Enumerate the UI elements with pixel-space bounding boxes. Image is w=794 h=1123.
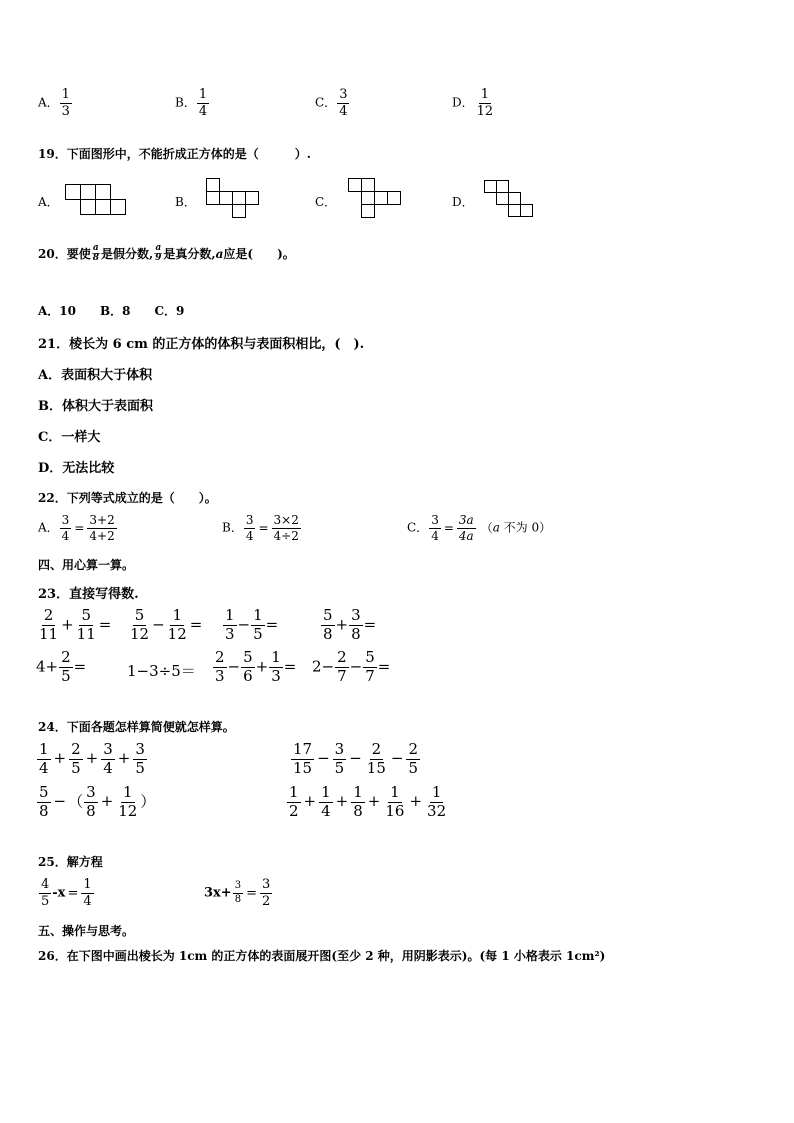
fraction: $\frac{3}{4}$	[61, 513, 70, 543]
q24-expr-4: $\frac{1}{2}$ + $\frac{1}{4}$ + $\frac{1}{8}$ + $\frac{1}{16}$ + $\frac{1}{32}$	[289, 783, 447, 820]
q24-stem: 24．下面各题怎样算简便就怎样算。	[38, 720, 235, 734]
q26-stem: 26．在下图中画出棱长为 1cm 的正方体的表面展开图(至少 2 种，用阴影表示)。(每 1 小格表示 1cm²)	[38, 949, 606, 963]
q23-expr-5: 4+ $\frac{2}{5}$ =	[36, 648, 87, 685]
q22-option-b: B． $\frac{3}{4}$ = $\frac{3\times 2}{4\div 2}$	[222, 513, 299, 543]
q22-option-c: C． $\frac{3}{4}$ = $\frac{3a}{4a}$ （a 不为 0）	[407, 513, 552, 543]
fraction: $\frac{3}{4}$	[339, 87, 348, 119]
cube-net-d-figure	[484, 180, 548, 228]
q18-option-b: B． $\frac{1}{4}$	[175, 87, 208, 119]
q19-option-a-letter: A．	[38, 195, 59, 209]
q23-expr-2: $\frac{5}{12}$ − $\frac{1}{12}$ =	[130, 606, 203, 643]
q23-expr-7: $\frac{2}{3}$ − $\frac{5}{6}$ + $\frac{1}{3}$ =	[215, 648, 297, 685]
fraction: $\frac{a}{9}$	[155, 243, 162, 264]
fraction: $\frac{1}{12}$	[476, 87, 494, 119]
section-4-heading: 四、用心算一算。	[38, 558, 135, 572]
q19-stem: 19．下面图形中，不能折成正方体的是（ ）.	[38, 147, 311, 161]
q23-expr-3: $\frac{1}{3}$ − $\frac{1}{5}$ =	[225, 606, 279, 643]
fraction: $\frac{1}{3}$	[61, 87, 70, 119]
q25-stem: 25．解方程	[38, 855, 103, 869]
fraction: $\frac{3}{4}$	[245, 513, 254, 543]
q20-options: A．10 B．8 C．9	[38, 304, 185, 318]
q23-expr-4: $\frac{5}{8}$ + $\frac{3}{8}$ =	[323, 606, 377, 643]
q21-option-d: D．无法比较	[38, 461, 115, 476]
q21-option-b: B．体积大于表面积	[38, 399, 153, 414]
q18-option-d: D． $\frac{1}{12}$	[452, 87, 494, 119]
fraction: $\frac{3}{4}$	[431, 513, 439, 543]
q23-expr-8: 2− $\frac{2}{7}$ − $\frac{5}{7}$ =	[312, 648, 391, 685]
q19-option-c-letter: C．	[315, 195, 337, 209]
q24-expr-2: $\frac{17}{15}$ − $\frac{3}{5}$ − $\frac{2}{15}$ − $\frac{2}{5}$	[293, 740, 419, 777]
q23-expr-6: 1−3÷5＝	[127, 662, 196, 680]
q21-stem: 21．棱长为 6 cm 的正方体的体积与表面积相比，( ).	[38, 337, 365, 352]
fraction: $\frac{a}{8}$	[92, 243, 99, 264]
q19-option-b-letter: B．	[175, 195, 196, 209]
q24-expr-3: $\frac{5}{8}$ − （ $\frac{3}{8}$ + $\frac{1}{12}$ ）	[39, 783, 156, 820]
q23-expr-1: $\frac{2}{11}$ + $\frac{5}{11}$ =	[39, 606, 112, 643]
q22-stem: 22．下列等式成立的是（ ）。	[38, 491, 217, 505]
q23-stem: 23．直接写得数.	[38, 587, 139, 602]
q21-option-a: A．表面积大于体积	[38, 368, 153, 383]
section-5-heading: 五、操作与思考。	[38, 924, 135, 938]
q24-expr-1: $\frac{1}{4}$ + $\frac{2}{5}$ + $\frac{3}{4}$ + $\frac{3}{5}$	[39, 740, 145, 777]
fraction: $\frac{3+2}{4+2}$	[89, 513, 115, 543]
fraction: $\frac{1}{4}$	[198, 87, 208, 119]
q21-option-c: C．一样大	[38, 430, 101, 445]
q18-option-c: C． $\frac{3}{4}$	[315, 87, 348, 119]
cube-net-c-figure	[348, 178, 412, 226]
q25-equation-1: $\frac{4}{5}$ -x = $\frac{1}{4}$	[41, 877, 92, 909]
q20-stem: 20．要使 $\frac{a}{8}$ 是假分数, $\frac{a}{9}$ 是真分数,a应是( )。	[38, 243, 295, 264]
q18-option-a: A． $\frac{1}{3}$	[38, 87, 70, 119]
fraction: $\frac{3\times 2}{4\div 2}$	[273, 513, 299, 543]
cube-net-a-figure	[65, 184, 129, 218]
fraction: $\frac{3a}{4a}$	[458, 513, 474, 543]
q19-option-d-letter: D．	[452, 195, 474, 209]
q25-equation-2: 3x+ $\frac{3}{8}$ = $\frac{3}{2}$	[204, 877, 271, 909]
cube-net-b-figure	[206, 178, 270, 226]
q22-option-a: A． $\frac{3}{4}$ = $\frac{3+2}{4+2}$	[38, 513, 115, 543]
